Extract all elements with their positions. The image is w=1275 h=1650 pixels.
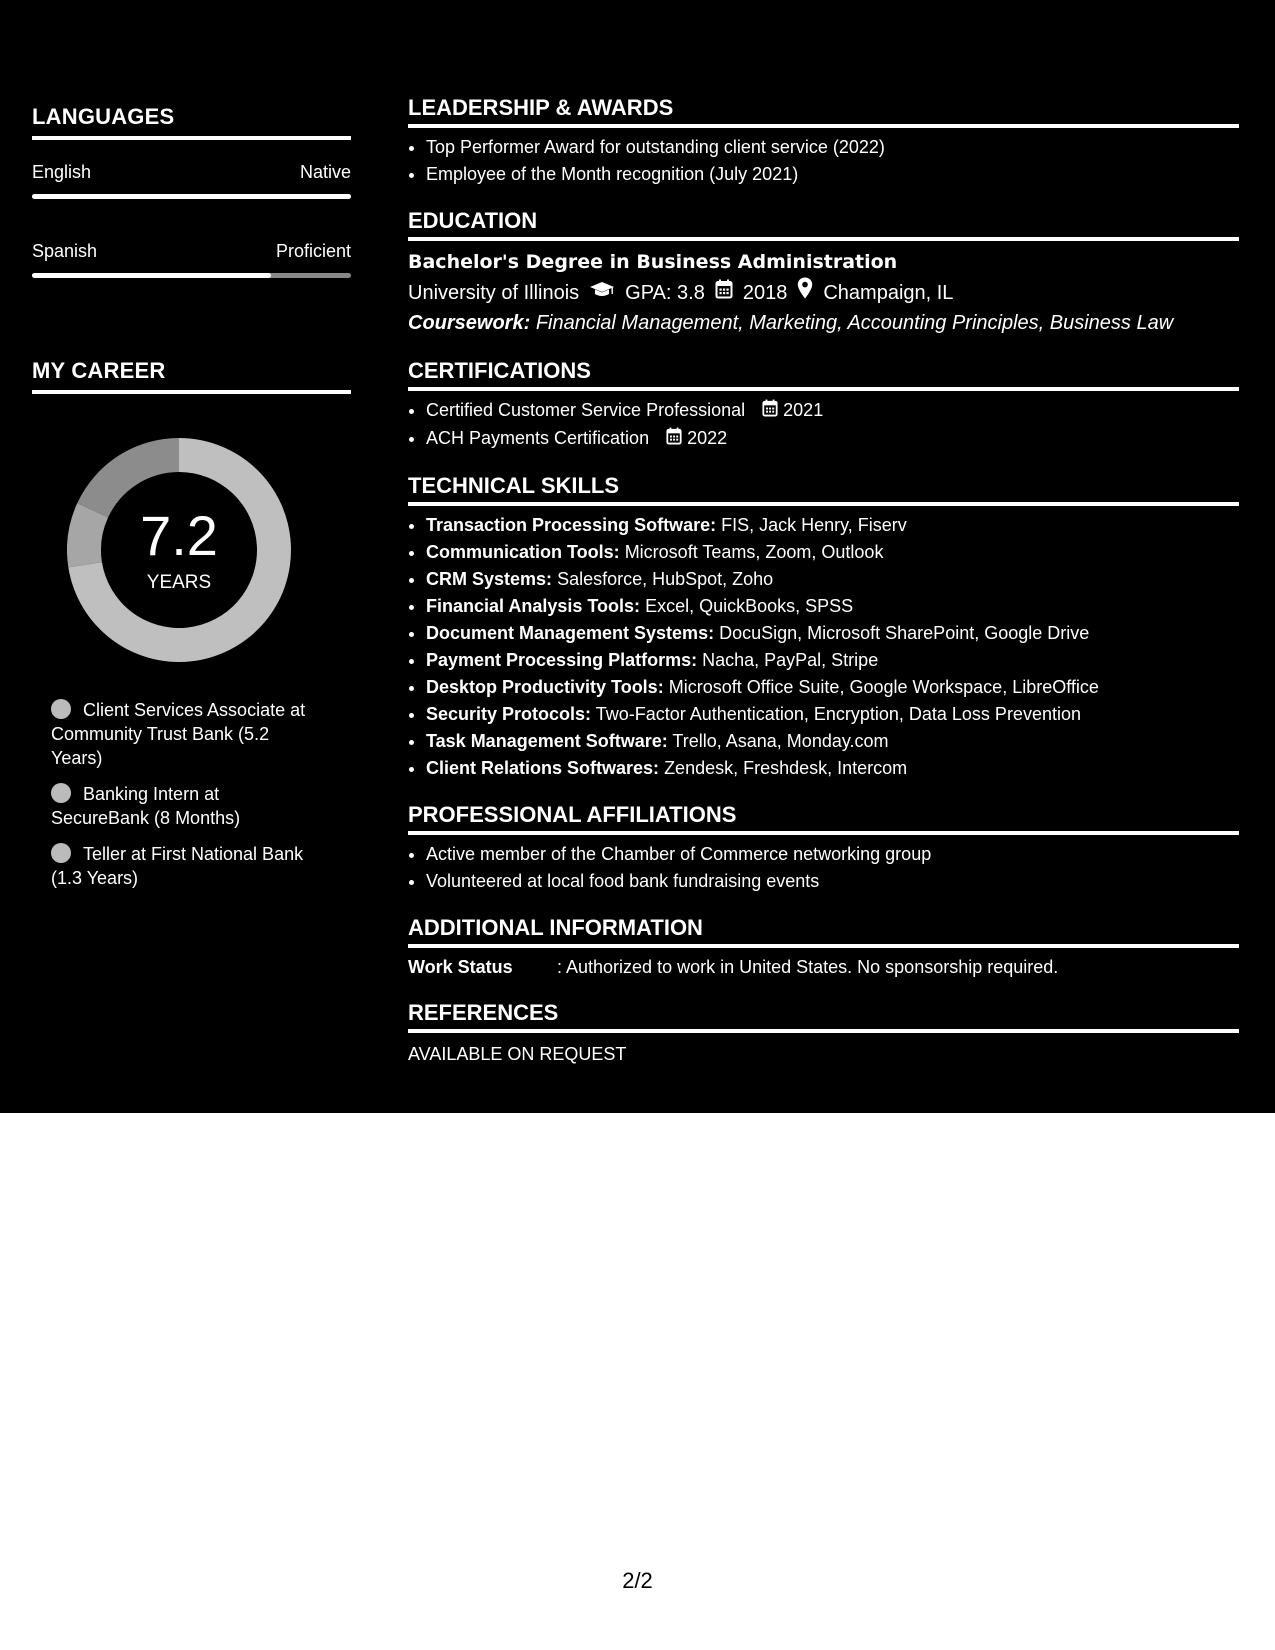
skill-label: Payment Processing Platforms: — [426, 649, 698, 670]
list-item — [426, 539, 1239, 566]
career-donut-chart — [67, 438, 291, 662]
leadership-heading: LEADERSHIP & AWARDS — [408, 95, 1239, 128]
skill-value: DocuSign, Microsoft SharePoint, Google Drive — [719, 622, 1090, 643]
education-location: Champaign, IL — [823, 281, 954, 304]
additional-value: : Authorized to work in United States. No sponsorship required. — [557, 956, 1059, 977]
list-item — [426, 701, 1239, 728]
list-item: • Employee of the Month recognition (July 2021) — [426, 161, 1239, 188]
languages-heading: LANGUAGES — [32, 104, 351, 140]
left-column — [32, 104, 351, 902]
additional-row — [408, 954, 1239, 980]
language-level: Proficient — [275, 241, 351, 261]
skill-value: Salesforce, HubSpot, Zoho — [557, 568, 774, 589]
skills-heading: TECHNICAL SKILLS — [408, 473, 1239, 506]
skill-value: Microsoft Teams, Zoom, Outlook — [624, 541, 884, 562]
calendar-icon — [762, 398, 778, 425]
list-item: • Active member of the Chamber of Commerce networking group — [426, 841, 1239, 868]
language-item — [32, 162, 351, 199]
career-heading: MY CAREER — [32, 358, 351, 394]
additional-heading: ADDITIONAL INFORMATION — [408, 915, 1239, 948]
list-item — [426, 425, 1239, 453]
list-item — [426, 593, 1239, 620]
references-text: AVAILABLE ON REQUEST — [408, 1043, 627, 1064]
graduation-cap-icon — [589, 278, 615, 308]
education-school: University of Illinois — [408, 281, 580, 304]
list-item — [426, 512, 1239, 539]
list-item: • Volunteered at local food bank fundraising events — [426, 868, 1239, 895]
skill-label: Task Management Software: — [426, 730, 668, 751]
skill-value: Zendesk, Freshdesk, Intercom — [664, 757, 908, 778]
career-item-text: Client Services Associate at Community Trust Bank (5.2 Years) — [51, 700, 306, 768]
calendar-icon — [715, 278, 733, 308]
language-level-bar — [32, 194, 351, 199]
language-level-fill — [32, 194, 351, 199]
skill-value: Excel, QuickBooks, SPSS — [645, 595, 854, 616]
skill-value: Trello, Asana, Monday.com — [672, 730, 889, 751]
certifications-section — [408, 358, 1239, 453]
coursework-list: Financial Management, Marketing, Accounting Principles, Business Law — [535, 312, 1174, 334]
list-item: • Top Performer Award for outstanding client service (2022) — [426, 134, 1239, 161]
career-item — [51, 698, 312, 770]
language-level-fill — [32, 273, 271, 278]
education-section — [408, 208, 1239, 338]
skill-label: Client Relations Softwares: — [426, 757, 660, 778]
certification-year: 2021 — [783, 400, 824, 420]
skill-label: Transaction Processing Software: — [426, 514, 717, 535]
language-name: English — [32, 162, 92, 182]
career-list — [32, 698, 312, 890]
skill-label: CRM Systems: — [426, 568, 553, 589]
skill-value: Two-Factor Authentication, Encryption, Data Loss Prevention — [595, 703, 1081, 724]
skill-label: Document Management Systems: — [426, 622, 715, 643]
career-dot-icon — [51, 699, 71, 719]
right-column — [408, 95, 1239, 1089]
leadership-section — [408, 95, 1239, 188]
skills-section — [408, 473, 1239, 782]
references-section — [408, 1000, 1239, 1069]
certification-year: 2022 — [687, 427, 728, 448]
skill-label: Financial Analysis Tools: — [426, 595, 641, 616]
skill-value: Nacha, PayPal, Stripe — [702, 649, 879, 670]
career-item — [51, 782, 312, 830]
map-pin-icon — [797, 277, 813, 308]
list-item — [426, 674, 1239, 701]
language-level: Native — [299, 162, 351, 182]
list-item — [426, 728, 1239, 755]
career-item — [51, 842, 312, 890]
career-total-years: 7.2 — [140, 504, 218, 567]
language-name: Spanish — [32, 241, 98, 261]
education-heading: EDUCATION — [408, 208, 1239, 241]
calendar-icon — [666, 426, 682, 453]
coursework-label: Coursework: — [408, 312, 531, 334]
career-item-text: Banking Intern at SecureBank (8 Months) — [51, 784, 241, 828]
education-gpa: GPA: 3.8 — [625, 281, 705, 304]
skill-label: Security Protocols: — [426, 703, 592, 724]
additional-section — [408, 915, 1239, 980]
skill-value: Microsoft Office Suite, Google Workspace, LibreOffice — [668, 676, 1099, 697]
references-heading: REFERENCES — [408, 1000, 1239, 1033]
list-item — [426, 647, 1239, 674]
skill-label: Communication Tools: — [426, 541, 620, 562]
language-item — [32, 241, 351, 278]
career-item-text: Teller at First National Bank (1.3 Years) — [51, 844, 304, 888]
page-number: 2/2 — [622, 1568, 653, 1593]
list-item — [426, 566, 1239, 593]
education-meta — [408, 277, 1239, 308]
affiliations-heading: PROFESSIONAL AFFILIATIONS — [408, 802, 1239, 835]
list-item — [426, 620, 1239, 647]
career-total-unit: YEARS — [146, 572, 212, 593]
affiliations-section — [408, 802, 1239, 895]
education-degree: Bachelor's Degree in Business Administration — [408, 251, 898, 273]
language-level-bar — [32, 273, 351, 278]
education-coursework — [408, 308, 1239, 338]
certifications-heading: CERTIFICATIONS — [408, 358, 1239, 391]
education-year: 2018 — [742, 281, 788, 304]
career-dot-icon — [51, 843, 71, 863]
career-dot-icon — [51, 783, 71, 803]
skill-value: FIS, Jack Henry, Fiserv — [721, 514, 907, 535]
list-item — [426, 397, 1239, 425]
list-item — [426, 755, 1239, 782]
certification-name: Certified Customer Service Professional — [426, 400, 746, 420]
additional-key: Work Status — [408, 956, 513, 977]
skill-label: Desktop Productivity Tools: — [426, 676, 664, 697]
certification-name: ACH Payments Certification — [426, 427, 650, 448]
